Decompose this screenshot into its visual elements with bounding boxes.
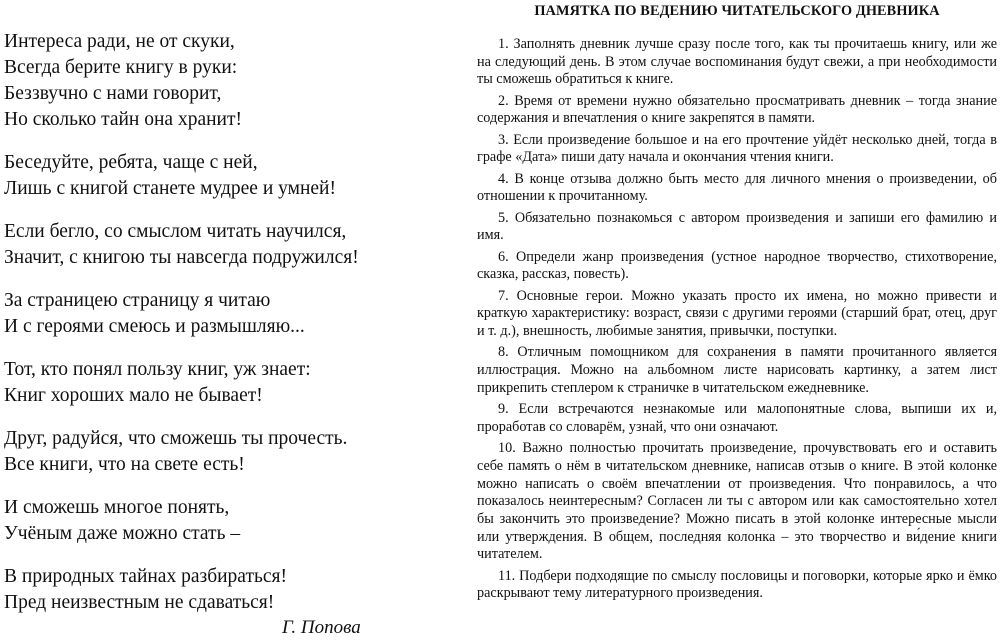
poem-line: Пред неизвестным не сдаваться! (4, 592, 275, 613)
poem (4, 29, 404, 616)
poem-line: Интереса ради, не от скуки, (4, 31, 235, 52)
poem-line: Но сколько тайн она хранит! (4, 109, 242, 130)
poem-line: Друг, радуйся, что сможешь ты прочесть. (4, 428, 348, 449)
memo-item: 11. Подбери подходящие по смыслу пословицы и поговорки, которые ярко и ёмко раскрывают тему литературного произведения. (477, 567, 997, 602)
memo-title: ПАМЯТКА ПО ВЕДЕНИЮ ЧИТАТЕЛЬСКОГО ДНЕВНИКА (534, 3, 940, 19)
memo-item: 1. Заполнять дневник лучше сразу после того, как ты прочитаешь книгу, или же на следующий день. В этом случае воспоминания будут свежи, а при необходимости ты сможешь обратиться к книге. (477, 36, 997, 88)
poem-line: В природных тайнах разбираться! (4, 566, 287, 587)
memo-item: 4. В конце отзыва должно быть место для личного мнения о произведении, об отношении к прочитанному. (477, 170, 997, 205)
memo-item: 6. Определи жанр произведения (устное народное творчество, стихотворение, сказка, рассказ, повесть). (477, 248, 997, 283)
poem-stanza (4, 288, 404, 340)
poem-stanza (4, 357, 404, 409)
reading-diary-memo (477, 0, 997, 607)
memo-item: 3. Если произведение большое и на его прочтение уйдёт несколько дней, тогда в графе «Дата» пиши дату начала и окончания чтения книги. (477, 131, 997, 166)
memo-item: 8. Отличным помощником для сохранения в памяти прочитанного является иллюстрация. Можно на альбомном листе нарисовать картинку, а затем лист прикрепить степлером к страничке в читательском ежедневнике. (477, 344, 997, 396)
poem-author: Г. Попова (282, 617, 361, 638)
poem-stanza (4, 150, 404, 202)
memo-item: 5. Обязательно познакомься с автором произведения и запиши его фамилию и имя. (477, 209, 997, 244)
poem-line: Беседуйте, ребята, чаще с ней, (4, 152, 258, 173)
poem-stanza (4, 219, 404, 271)
memo-item: 10. Важно полностью прочитать произведение, прочувствовать его и оставить себе память о нём в читательском дневнике, написав отзыв о книге. В этой колонке можно написать о своём впечатлении от произведения. Что понравилось, а что показалось неинтересным? Согласен ли ты с автором или как самостоятельно хотел бы закончить это произведение? Можно писать в этой колонке интересные мысли или утверждения. В общем, последняя колонка – это творчество и ви́дение книги читателем. (477, 440, 997, 563)
memo-item: 2. Время от времени нужно обязательно просматривать дневник – тогда знание содержания и впечатления о книге закрепятся в памяти. (477, 92, 997, 127)
poem-line: Лишь с книгой станете мудрее и умней! (4, 178, 336, 199)
poem-line: И с героями смеюсь и размышляю... (4, 316, 305, 337)
poem-stanza (4, 564, 404, 616)
poem-line: Всегда берите книгу в руки: (4, 57, 238, 78)
poem-line: Тот, кто понял пользу книг, уж знает: (4, 359, 311, 380)
poem-line: Книг хороших мало не бывает! (4, 385, 263, 406)
poem-line: За страницею страницу я читаю (4, 290, 271, 311)
memo-item: 9. Если встречаются незнакомые или малопонятные слова, выпиши их и, проработав со словарём, узнай, что они означают. (477, 401, 997, 435)
poem-line: Все книги, что на свете есть! (4, 454, 245, 475)
memo-item: 7. Основные герои. Можно указать просто их имена, но можно привести и краткую характеристику: возраст, связи с другими героями (старший брат, отец, друг и т. д.), внешность, любимые занятия, привычки, поступки. (477, 287, 997, 340)
poem-line: Беззвучно с нами говорит, (4, 83, 222, 104)
poem-line: Значит, с книгою ты навсегда подружился! (4, 247, 359, 268)
poem-stanza (4, 495, 404, 547)
poem-line: Учёным даже можно стать – (4, 523, 241, 544)
poem-line: Если бегло, со смыслом читать научился, (4, 221, 347, 242)
poem-stanza (4, 426, 404, 478)
poem-stanza (4, 29, 404, 133)
poem-line: И сможешь многое понять, (4, 497, 230, 518)
